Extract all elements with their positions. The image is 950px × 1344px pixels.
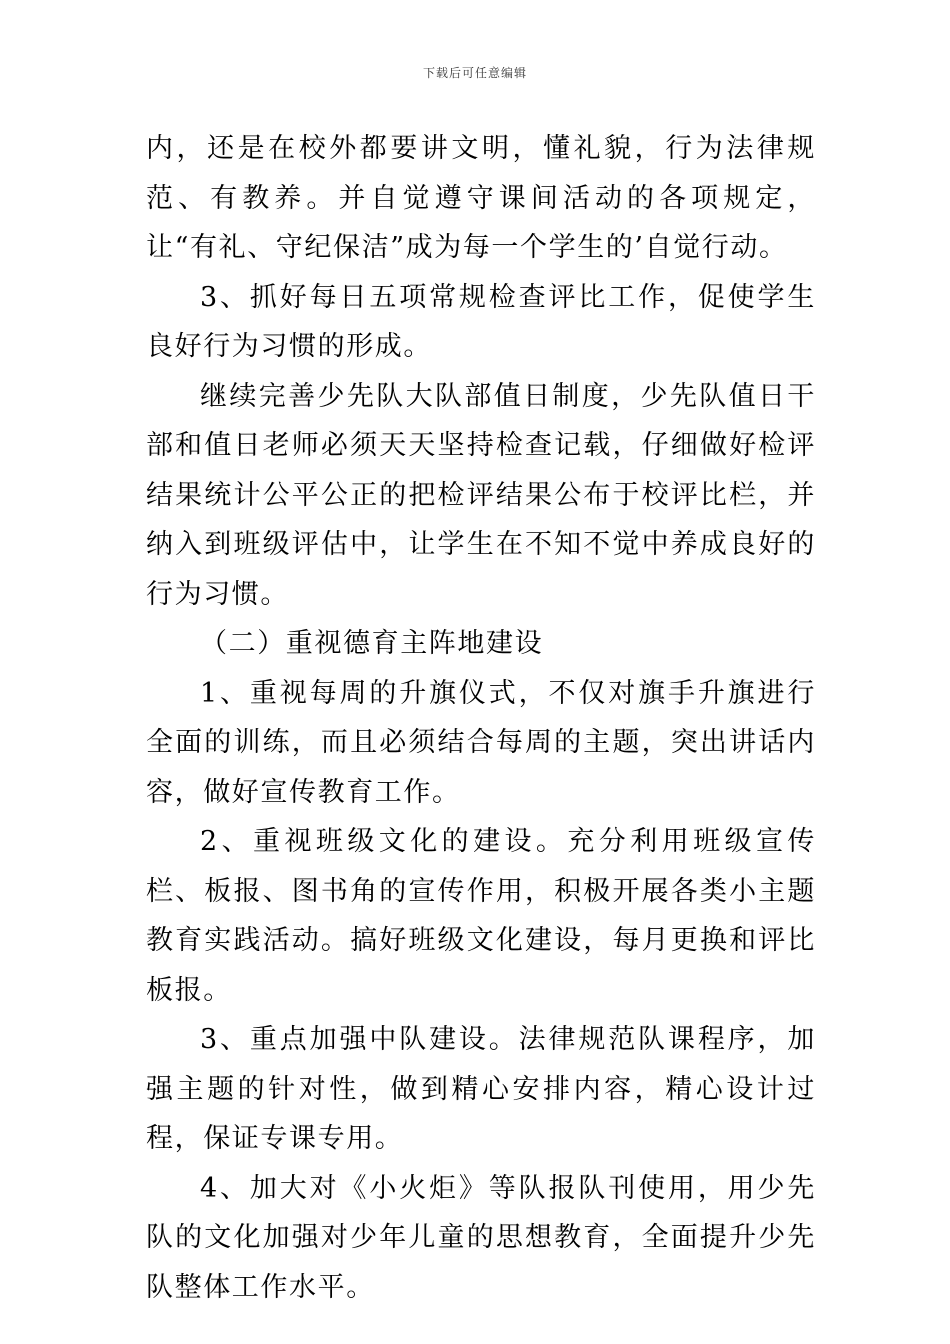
- paragraph-item-4-publications: 4、加大对《小火炬》等队报队刊使用，用少先队的文化加强对少年儿童的思想教育，全面提升少先队整体工作水平。: [146, 1172, 816, 1303]
- paragraph-item-1-flag: 1、重视每周的升旗仪式，不仅对旗手升旗进行全面的训练，而且必须结合每周的主题，突出讲话内容，做好宣传教育工作。: [146, 677, 816, 808]
- page-header: 下载后可任意编辑: [422, 66, 527, 80]
- paragraph-item-3-squad: 3、重点加强中队建设。法律规范队课程序，加强主题的针对性，做到精心安排内容，精心设计过程，保证专课专用。: [146, 1024, 816, 1154]
- section-heading: （二）重视德育主阵地建设: [200, 628, 544, 659]
- document-body: [146, 124, 816, 1312]
- paragraph-item-3-checks: 3、抓好每日五项常规检查评比工作，促使学生良好行为习惯的形成。: [146, 281, 816, 362]
- paragraph-item-2-class-culture: 2、重视班级文化的建设。充分利用班级宣传栏、板报、图书角的宣传作用，积极开展各类小主题教育实践活动。搞好班级文化建设，每月更换和评比板报。: [146, 826, 816, 1006]
- paragraph-duty-system: 继续完善少先队大队部值日制度，少先队值日干部和值日老师必须天天坚持检查记载，仔细做好检评结果统计公平公正的把检评结果公布于校评比栏，并纳入到班级评估中，让学生在不知不觉中养成良好的行为习惯。: [146, 380, 816, 610]
- paragraph-continuation: 内，还是在校外都要讲文明，懂礼貌，行为法律规范、有教养。并自觉遵守课间活动的各项规定，让“有礼、守纪保洁”成为每一个学生的’自觉行动。: [146, 133, 816, 263]
